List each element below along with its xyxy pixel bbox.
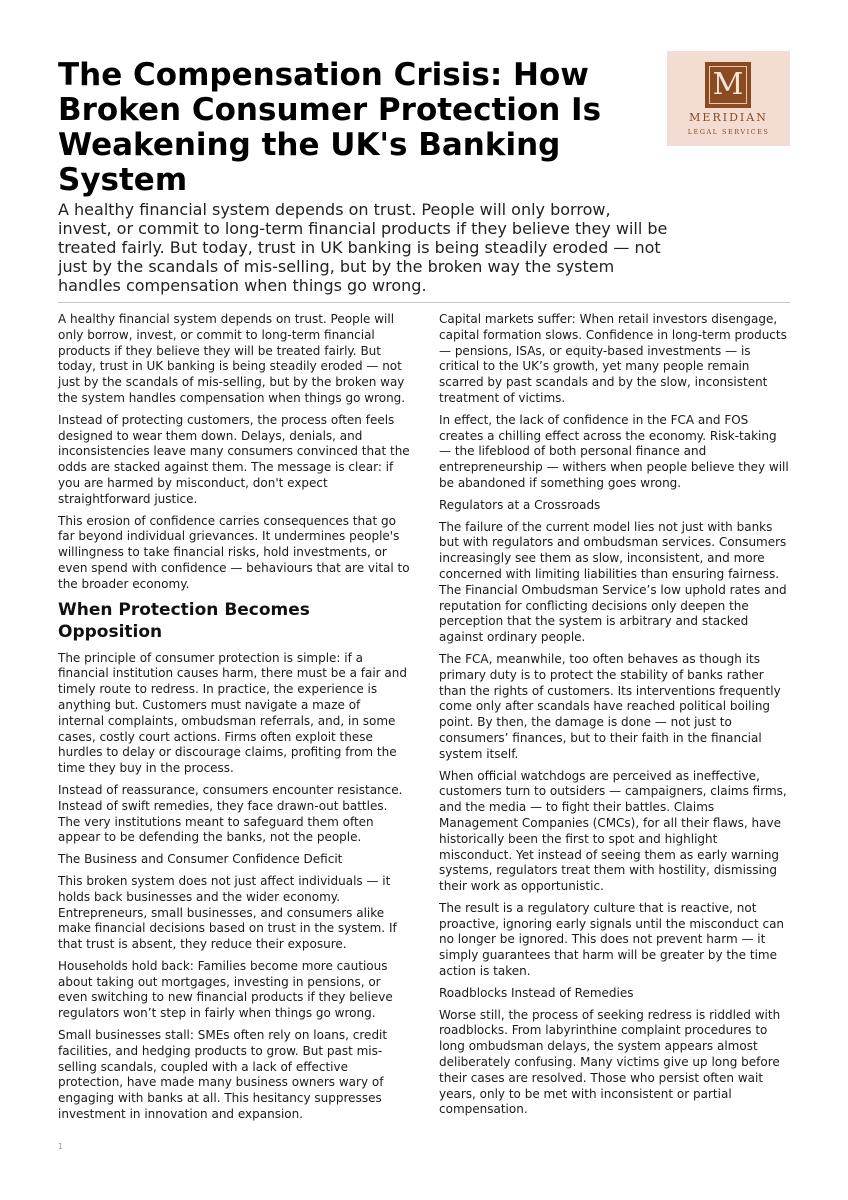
paragraph: The principle of consumer protection is simple: if a financial institution causes harm, there must be a fair and timely route to redress. In practice, the experience is anything but. Customers must navigate a maze of internal complaints, ombudsman referrals, and, in some cases, costly court actions. Firms often exploit these hurdles to delay or discourage claims, profiting from the time they buy in the process.: [58, 650, 408, 776]
paragraph: Worse still, the process of seeking redress is riddled with roadblocks. From labyrinthine complaint procedures to long ombudsman delays, the system appears almost deliberately confusing. Many victims give up long before their cases are resolved. Those who persist often wait years, only to be met with inconsistent or partial compensation.: [439, 1007, 781, 1117]
paragraph: Instead of reassurance, consumers encounter resistance. Instead of swift remedies, they face drawn-out battles. The very institutions meant to safeguard them often appear to be defending the banks, not the people.: [58, 782, 403, 845]
paragraph: Capital markets suffer: When retail investors disengage, capital formation slows. Confidence in long-term products — pensions, ISAs, or equity-based investments — is critical to the UK’s growth, yet many people remain scarred by past scandals and by the slow, inconsistent treatment of victims.: [439, 312, 787, 405]
paragraph: In effect, the lack of confidence in the FCA and FOS creates a chilling effect across the economy. Risk-taking — the lifeblood of both personal finance and entrepreneurship — withers when people believe they will be abandoned if something goes wrong.: [439, 412, 789, 490]
section-heading: When Protection Becomes Opposition: [58, 599, 310, 642]
logo-monogram: M: [705, 62, 751, 108]
paragraph: Small businesses stall: SMEs often rely on loans, credit facilities, and hedging products to grow. But past mis-selling scandals, coupled with a lack of effective protection, have made many business owners wary of engaging with banks at all. This hesitancy suppresses investment in innovation and expansion.: [58, 1028, 388, 1122]
logo-name: MERIDIAN: [689, 111, 768, 124]
paragraph: Instead of protecting customers, the process often feels designed to wear them down. Delays, denials, and inconsistencies leave many consumers convinced that the odds are stacked against them. The message is clear: if you are harmed by misconduct, don't expect straightforward justice.: [58, 412, 410, 506]
subheading: The Business and Consumer Confidence Deficit: [58, 852, 343, 867]
paragraph: The result is a regulatory culture that is reactive, not proactive, ignoring early signals until the misconduct can no longer be ignored. This does not prevent harm — it simply guarantees that harm will be greater by the time action is taken.: [439, 900, 785, 979]
paragraph: The failure of the current model lies not just with banks but with regulators and ombudsman services. Consumers increasingly see them as slow, inconsistent, and more concerned with limiting liabilities than ensuring fairness. The Financial Ombudsman Service’s low uphold rates and reputation for conflicting decisions only deepen the perception that the system is arbitrary and stacked against ordinary people.: [439, 519, 787, 645]
paragraph: Households hold back: Families become more cautious about taking out mortgages, investing in pensions, or even switching to new financial products if they believe regulators won’t step in fairly when things go wrong.: [58, 958, 393, 1021]
paragraph: This erosion of confidence carries consequences that go far beyond individual grievances. It undermines people's willingness to take financial risks, hold investments, or even spend with confidence — behaviours that are vital to the broader economy.: [58, 513, 410, 591]
paragraph: The FCA, meanwhile, too often behaves as though its primary duty is to protect the stability of banks rather than the rights of customers. Its interventions frequently come only after scandals have reached political boiling point. By then, the damage is done — not just to consumers’ finances, but to their faith in the financial system itself.: [439, 651, 781, 761]
paragraph: When official watchdogs are perceived as ineffective, customers turn to outsiders — campaigners, claims firms, and the media — to fight their battles. Claims Management Companies (CMCs), for all their flaws, have historically been the first to spot and highlight misconduct. Yet instead of seeing them as early warning systems, regulators treat them with hostility, dismissing their work as opportunistic.: [439, 768, 787, 894]
subheading: Regulators at a Crossroads: [439, 497, 601, 512]
header-divider: [58, 302, 790, 303]
subheading: Roadblocks Instead of Remedies: [439, 985, 634, 1000]
logo-subtitle: LEGAL SERVICES: [687, 128, 770, 136]
column-left: [58, 312, 410, 1129]
page-number: 1: [58, 1142, 64, 1151]
page-lede: A healthy financial system depends on trust. People will only borrow, invest, or commit to long-term financial products if they believe they will be treated fairly. But today, trust in UK banking is being steadily eroded — not just by the scandals of mis-selling, but by the broken way the system handles compensation when things go wrong.: [58, 200, 668, 295]
company-logo: [667, 51, 790, 146]
column-right: [439, 312, 791, 1124]
paragraph: A healthy financial system depends on trust. People will only borrow, invest, or commit to long-term financial products if they believe they will be treated fairly. But today, trust in UK banking is being steadily eroded — not just by the scandals of mis-selling, but by the broken way the system handles compensation when things go wrong.: [58, 312, 406, 405]
page-title: The Compensation Crisis: How Broken Consumer Protection Is Weakening the UK's Banking System: [58, 57, 602, 198]
paragraph: This broken system does not just affect individuals — it holds back businesses and the wider economy. Entrepreneurs, small businesses, and consumers alike make financial decisions based on trust in the system. If that trust is absent, they reduce their exposure.: [58, 873, 397, 952]
